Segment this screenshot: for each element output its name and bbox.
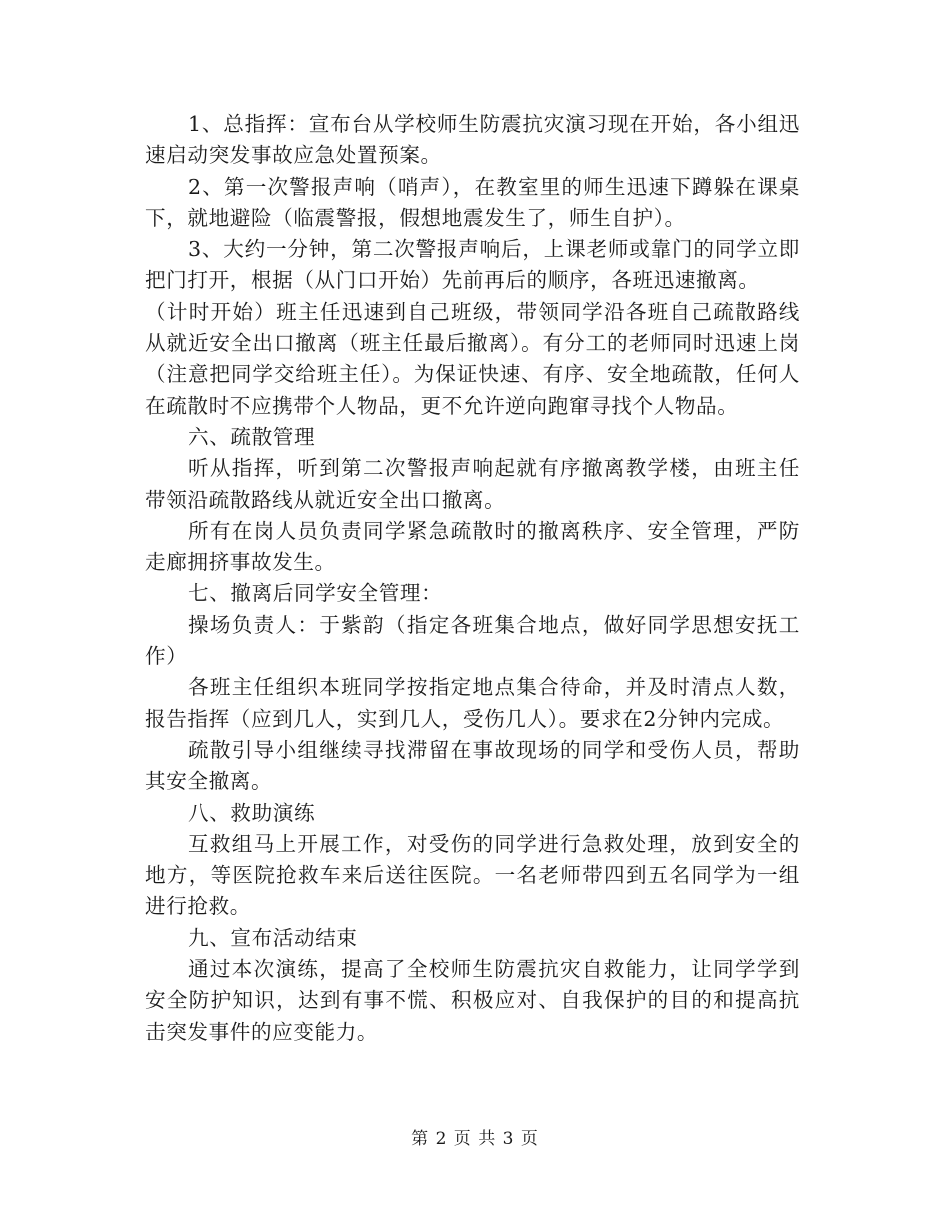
paragraph: 听从指挥，听到第二次警报声响起就有序撤离教学楼，由班主任带领沿疏散路线从就近安全出口撤离。	[145, 456, 800, 512]
paragraph: 九、宣布活动结束	[188, 925, 358, 950]
paragraph: 八、救助演练	[188, 800, 316, 825]
paragraph: 互救组马上开展工作，对受伤的同学进行急救处理，放到安全的地方，等医院抢救车来后送往医院。一名老师带四到五名同学为一组进行抢救。	[145, 831, 800, 919]
paragraph: 六、疏散管理	[188, 424, 316, 449]
paragraph: 所有在岗人员负责同学紧急疏散时的撤离秩序、安全管理，严防走廊拥挤事故发生。	[145, 518, 800, 575]
paragraph: （计时开始）班主任迅速到自己班级，带领同学沿各班自己疏散路线从就近安全出口撤离（班主任最后撤离）。有分工的老师同时迅速上岗（注意把同学交给班主任）。为保证快速、有序、安全地疏散，任何人在疏散时不应携带个人物品，更不允许逆向跑窜寻找个人物品。	[145, 299, 800, 418]
page-number-label: 第 2 页 共 3 页	[411, 1129, 539, 1149]
paragraph: 疏散引导小组继续寻找滞留在事故现场的同学和受伤人员，帮助其安全撤离。	[145, 737, 800, 794]
paragraph: 七、撤离后同学安全管理：	[188, 581, 443, 606]
paragraph: 1、总指挥：宣布台从学校师生防震抗灾演习现在开始，各小组迅速启动突发事故应急处置预案。	[145, 112, 800, 168]
paragraph: 通过本次演练，提高了全校师生防震抗灾自救能力，让同学学到安全防护知识，达到有事不慌、积极应对、自我保护的目的和提高抗击突发事件的应变能力。	[145, 957, 800, 1044]
paragraph: 各班主任组织本班同学按指定地点集合待命，并及时清点人数，报告指挥（应到几人，实到几人，受伤几人）。要求在2分钟内完成。	[145, 675, 800, 731]
paragraph: 3、大约一分钟，第二次警报声响后，上课老师或靠门的同学立即把门打开，根据（从门口开始）先前再后的顺序，各班迅速撤离。	[145, 237, 800, 293]
page-footer	[0, 1124, 950, 1149]
document-body	[145, 109, 800, 1048]
paragraph: 2、第一次警报声响（哨声），在教室里的师生迅速下蹲躲在课桌下，就地避险（临震警报，假想地震发生了，师生自护）。	[145, 174, 800, 230]
paragraph: 操场负责人：于紫韵（指定各班集合地点，做好同学思想安抚工作）	[145, 612, 800, 669]
